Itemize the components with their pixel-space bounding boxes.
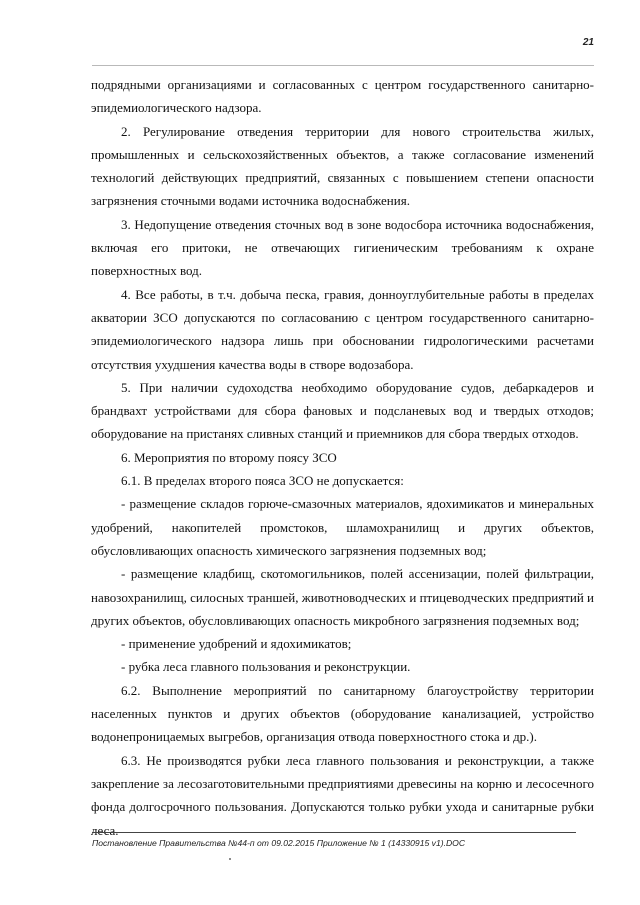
paragraph-item-2: 2. Регулирование отведения территории для нового строительства жилых, промышленных и сельскохозяйственных объектов, а также согласование изменений технологий действующих предприятий, связанных с повышением степени опасности загрязнения сточными водами источника водоснабжения.: [91, 123, 594, 209]
list-item-microbial: - размещение кладбищ, скотомогильников, полей ассенизации, полей фильтрации, навозохранилищ, силосных траншей, животноводческих и птицеводческих предприятий и других объектов, обусловливающих опасность микробного загрязнения подземных вод;: [91, 566, 594, 628]
footer-rule: [92, 832, 576, 833]
scan-speck: [229, 858, 231, 860]
paragraph-item-4: 4. Все работы, в т.ч. добыча песка, гравия, донноуглубительные работы в пределах акватории ЗСО допускаются по согласованию с центром государственного санитарно-эпидемиологического надзора лишь при обосновании гидрологическими расчетами отсутствия ухудшения качества воды в створе водозабора.: [91, 286, 594, 372]
page-number: 21: [582, 37, 594, 48]
footer-document-reference: Постановление Правительства №44-п от 09.02.2015 Приложение № 1 (14330915 v1).DOC: [92, 838, 466, 848]
paragraph-continuation: подрядными организациями и согласованных с центром государственного санитарно-эпидемиологического надзора.: [91, 77, 594, 116]
list-item-logging: - рубка леса главного пользования и реконструкции.: [121, 659, 411, 675]
top-rule: [92, 65, 594, 66]
document-body: [91, 73, 594, 842]
list-item-fertilizers: - применение удобрений и ядохимикатов;: [121, 636, 352, 652]
paragraph-item-6-1: 6.1. В пределах второго пояса ЗСО не допускается:: [121, 473, 404, 489]
paragraph-item-3: 3. Недопущение отведения сточных вод в зоне водосбора источника водоснабжения, включая его притоки, не отвечающих гигиеническим требованиям к охране поверхностных вод.: [91, 216, 594, 279]
list-item-chemical: - размещение складов горюче-смазочных материалов, ядохимикатов и минеральных удобрений, накопителей промстоков, шламохранилищ и других объектов, обусловливающих опасность химического загрязнения подземных вод;: [91, 496, 594, 558]
paragraph-item-5: 5. При наличии судоходства необходимо оборудование судов, дебаркадеров и брандвахт устройствами для сбора фановых и подсланевых вод и твердых отходов; оборудование на пристанях сливных станций и приемников для сбора твердых отходов.: [91, 379, 594, 442]
paragraph-item-6-3: 6.3. Не производятся рубки леса главного пользования и реконструкции, а также закрепление за лесозаготовительными предприятиями древесины на корню и лесосечного фонда долгосрочного пользования. Допускаются только рубки ухода и санитарные рубки леса.: [91, 752, 594, 838]
paragraph-item-6-2: 6.2. Выполнение мероприятий по санитарному благоустройству территории населенных пунктов и других объектов (оборудование канализацией, устройство водонепроницаемых выгребов, организация отвода поверхностного стока и др.).: [91, 682, 594, 745]
section-heading-6: 6. Мероприятия по второму поясу ЗСО: [121, 449, 337, 465]
